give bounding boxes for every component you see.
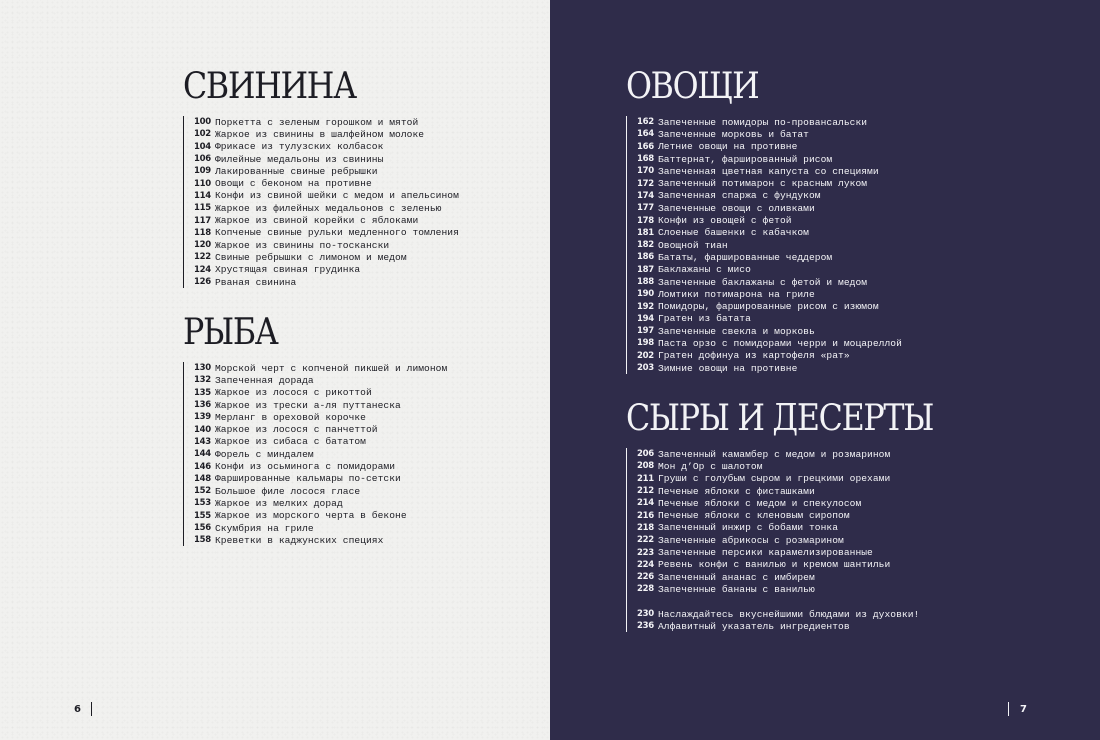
toc-entry	[637, 583, 975, 595]
toc-entry	[194, 485, 447, 497]
toc-list-cheese-desserts	[626, 448, 975, 632]
toc-entry-label: Запеченная дорада	[215, 374, 314, 386]
toc-entry	[637, 534, 975, 546]
toc-entry-page: 218	[637, 522, 654, 533]
toc-entry	[194, 460, 447, 472]
toc-entry-page: 168	[637, 154, 654, 165]
toc-entry	[194, 239, 459, 251]
toc-entry-label: Конфи из овощей с фетой	[658, 215, 792, 227]
toc-entry-page: 228	[637, 584, 654, 595]
toc-entry	[637, 485, 975, 497]
page-number-right: 7	[1020, 704, 1027, 715]
toc-entry-label: Лакированные свиные ребрышки	[215, 165, 378, 177]
toc-entry	[194, 510, 447, 522]
toc-entry	[194, 251, 459, 263]
toc-entry	[637, 362, 902, 374]
toc-entry-label: Печеные яблоки с фисташками	[658, 485, 815, 497]
toc-entry-label: Печеные яблоки с медом и спекулосом	[658, 497, 862, 509]
toc-entry	[194, 264, 459, 276]
toc-entry-page: 118	[194, 227, 211, 238]
toc-entry-label: Рваная свинина	[215, 276, 297, 288]
toc-entry-page: 132	[194, 375, 211, 386]
section-cheese-desserts	[626, 399, 975, 632]
toc-entry-page: 139	[194, 412, 211, 423]
toc-entry-page: 203	[637, 363, 654, 374]
toc-entry-label: Запеченная цветная капуста со специями	[658, 165, 879, 177]
toc-entry-page: 224	[637, 559, 654, 570]
toc-entry	[637, 460, 975, 472]
toc-entry-label: Запеченные овощи с оливками	[658, 202, 815, 214]
toc-entry	[637, 288, 902, 300]
toc-entry	[194, 534, 447, 546]
toc-entry-label: Запеченные бананы с ванилью	[658, 583, 815, 595]
toc-entry-label: Свиные ребрышки с лимоном и медом	[215, 251, 407, 263]
toc-entry-label: Жаркое из свиной корейки с яблоками	[215, 215, 419, 227]
toc-entry	[194, 522, 447, 534]
toc-entry	[194, 141, 459, 153]
toc-entry	[194, 423, 447, 435]
section-title-pork: СВИНИНА	[183, 66, 356, 107]
toc-entry-page: 172	[637, 178, 654, 189]
toc-entry-page: 174	[637, 190, 654, 201]
toc-entry-page: 104	[194, 141, 211, 152]
toc-entry-label: Зимние овощи на противне	[658, 362, 798, 374]
toc-entry-label: Хрустящая свиная грудинка	[215, 264, 361, 276]
toc-entry-label: Конфи из осьминога с помидорами	[215, 461, 396, 473]
toc-entry-page: 198	[637, 338, 654, 349]
toc-entry	[637, 214, 902, 226]
toc-entry	[637, 497, 975, 509]
toc-entry-label: Печеные яблоки с кленовым сиропом	[658, 510, 850, 522]
toc-entry-label: Запеченные морковь и батат	[658, 128, 809, 140]
toc-entry	[194, 214, 459, 226]
toc-entry-label: Помидоры, фаршированные рисом с изюмом	[658, 301, 879, 313]
toc-entry	[194, 473, 447, 485]
toc-entry-label: Гратен дофинуа из картофеля «рат»	[658, 350, 850, 362]
page-number-rule-right	[1008, 702, 1009, 716]
toc-entry-page: 194	[637, 313, 654, 324]
toc-entry-label: Поркетта с зеленым горошком и мятой	[215, 116, 419, 128]
toc-entry-page: 177	[637, 203, 654, 214]
toc-entry	[637, 509, 975, 521]
toc-entry-page: 136	[194, 400, 211, 411]
toc-entry	[637, 608, 975, 620]
toc-entry-page: 211	[637, 473, 654, 484]
toc-entry-page: 162	[637, 117, 654, 128]
toc-entry-label: Овощи с беконом на противне	[215, 178, 372, 190]
toc-entry	[637, 141, 902, 153]
toc-entry-label: Жаркое из лосося с рикоттой	[215, 387, 372, 399]
toc-entry-page: 214	[637, 498, 654, 509]
toc-entry-page: 188	[637, 277, 654, 287]
toc-entry-page: 100	[194, 117, 211, 128]
toc-entry-label: Бататы, фаршированные чеддером	[658, 251, 833, 263]
toc-entry-label: Копченые свиные рульки медленного томления	[215, 227, 459, 239]
toc-entry	[637, 571, 975, 583]
toc-entry	[637, 522, 975, 534]
toc-entry-label: Жаркое из лосося с панчеттой	[215, 424, 378, 436]
toc-entry-page: 230	[637, 609, 654, 619]
section-vegetables	[626, 67, 902, 374]
toc-entry-page: 130	[194, 363, 211, 374]
toc-entry	[637, 325, 902, 337]
toc-entry-label: Ревень конфи с ванилью и кремом шантильи	[658, 559, 891, 571]
section-title-cheese-desserts: СЫРЫ И ДЕСЕРТЫ	[626, 398, 934, 439]
toc-entry-label: Жаркое из свинины в шалфейном молоке	[215, 128, 425, 140]
toc-entry-page: 190	[637, 289, 654, 300]
toc-entry-label: Жаркое из мелких дорад	[215, 497, 343, 509]
toc-entry-page: 115	[194, 203, 211, 214]
toc-entry-page: 178	[637, 215, 654, 226]
toc-entry-page: 144	[194, 449, 211, 460]
toc-list-vegetables	[626, 116, 902, 374]
toc-entry-label: Запеченные баклажаны с фетой и медом	[658, 276, 868, 288]
toc-entry-page: 202	[637, 350, 654, 361]
toc-entry-page: 146	[194, 461, 211, 472]
toc-entry	[194, 374, 447, 386]
toc-entry-label: Слоеные башенки с кабачком	[658, 227, 809, 239]
toc-list-fish	[183, 362, 447, 546]
toc-entry-label: Жаркое из филейных медальонов с зеленью	[215, 202, 442, 214]
toc-entry-label: Фаршированные кальмары по-сетски	[215, 473, 401, 485]
toc-entry-label: Гратен из батата	[658, 313, 751, 325]
toc-entry-page: 124	[194, 264, 211, 275]
toc-entry	[637, 546, 975, 558]
toc-entry	[637, 264, 902, 276]
toc-entry-page: 126	[194, 277, 211, 287]
section-pork	[183, 67, 459, 288]
toc-entry	[637, 300, 902, 312]
toc-entry-page: 170	[637, 166, 654, 177]
toc-entry-label: Алфавитный указатель ингредиентов	[658, 620, 850, 632]
toc-entry-label: Овощной тиан	[658, 239, 728, 251]
toc-entry-page: 226	[637, 572, 654, 583]
toc-entry-page: 143	[194, 436, 211, 447]
toc-entry	[637, 251, 902, 263]
toc-entry	[194, 165, 459, 177]
toc-entry	[637, 559, 975, 571]
toc-entry-page: 206	[637, 449, 654, 460]
toc-entry	[194, 190, 459, 202]
toc-entry-page: 164	[637, 129, 654, 140]
toc-entry	[194, 116, 459, 128]
toc-entry-page: 222	[637, 535, 654, 546]
toc-entry-page: 192	[637, 301, 654, 312]
toc-entry	[637, 202, 902, 214]
toc-entry	[194, 411, 447, 423]
toc-entry-page: 156	[194, 523, 211, 533]
toc-entry-label: Большое филе лосося гласе	[215, 485, 361, 497]
toc-entry-label: Филейные медальоны из свинины	[215, 153, 384, 165]
toc-entry	[637, 128, 902, 140]
toc-list-pork	[183, 116, 459, 288]
toc-entry-page: 106	[194, 154, 211, 165]
toc-entry	[637, 448, 975, 460]
toc-entry-label: Запеченный инжир с бобами тонка	[658, 522, 839, 534]
toc-entry-label: Жаркое из сибаса с бататом	[215, 436, 366, 448]
toc-entry	[194, 387, 447, 399]
toc-entry-label: Форель с миндалем	[215, 448, 314, 460]
toc-entry-label: Конфи из свиной шейки с медом и апельсином	[215, 190, 459, 202]
toc-entry	[637, 190, 902, 202]
toc-entry-label: Жаркое из свинины по-тоскански	[215, 239, 390, 251]
toc-entry-page: 135	[194, 387, 211, 398]
toc-entry	[637, 116, 902, 128]
toc-entry-label: Скумбрия на гриле	[215, 522, 314, 534]
toc-entry	[194, 436, 447, 448]
toc-entry-label: Мон д’Ор с шалотом	[658, 460, 763, 472]
toc-entry-page: 236	[637, 621, 654, 632]
toc-spacer	[637, 596, 975, 608]
section-fish	[183, 313, 447, 546]
toc-entry	[194, 276, 459, 288]
toc-entry-label: Мерланг в ореховой корочке	[215, 411, 366, 423]
toc-entry-page: 122	[194, 252, 211, 263]
toc-entry	[194, 399, 447, 411]
toc-entry	[194, 497, 447, 509]
toc-entry-page: 166	[637, 141, 654, 152]
toc-entry-label: Запеченный ананас с имбирем	[658, 571, 815, 583]
toc-entry	[194, 128, 459, 140]
toc-entry	[194, 448, 447, 460]
toc-entry-page: 152	[194, 486, 211, 497]
toc-entry-page: 155	[194, 510, 211, 521]
toc-entry-page: 197	[637, 326, 654, 337]
toc-entry-label: Наслаждайтесь вкуснейшими блюдами из духовки!	[658, 608, 920, 620]
toc-entry-page: 120	[194, 240, 211, 251]
toc-entry	[194, 177, 459, 189]
page-number-rule-left	[91, 702, 92, 716]
toc-entry-page: 186	[637, 252, 654, 263]
toc-entry-label: Груши с голубым сыром и грецкими орехами	[658, 473, 891, 485]
toc-entry-label: Запеченный потимарон с красным луком	[658, 178, 868, 190]
toc-entry-page: 158	[194, 535, 211, 546]
toc-entry	[637, 153, 902, 165]
page-number-left: 6	[74, 704, 81, 715]
toc-entry-label: Запеченные помидоры по-провансальски	[658, 116, 868, 128]
toc-entry-label: Жаркое из трески а-ля путтанеска	[215, 399, 401, 411]
toc-entry-label: Морской черт с копченой пикшей и лимоном	[215, 362, 448, 374]
toc-entry	[194, 227, 459, 239]
toc-entry-label: Запеченная спаржа с фундуком	[658, 190, 821, 202]
toc-entry-label: Баттернат, фаршированный рисом	[658, 153, 833, 165]
section-title-vegetables: ОВОЩИ	[626, 66, 759, 107]
toc-entry-label: Летние овощи на противне	[658, 141, 798, 153]
toc-entry	[637, 227, 902, 239]
toc-entry-page: 181	[637, 227, 654, 238]
toc-entry	[637, 473, 975, 485]
section-title-fish: РЫБА	[183, 312, 278, 353]
toc-entry-page: 102	[194, 129, 211, 140]
toc-entry-page: 153	[194, 498, 211, 509]
toc-entry	[637, 350, 902, 362]
toc-entry	[637, 313, 902, 325]
toc-entry	[194, 153, 459, 165]
toc-entry	[637, 239, 902, 251]
toc-entry-page: 187	[637, 264, 654, 275]
toc-entry-label: Запеченные абрикосы с розмарином	[658, 534, 844, 546]
toc-entry-label: Запеченный камамбер с медом и розмарином	[658, 448, 891, 460]
toc-entry-label: Фрикасе из тулузских колбасок	[215, 141, 384, 153]
toc-entry-label: Жаркое из морского черта в беконе	[215, 510, 407, 522]
toc-entry-page: 216	[637, 510, 654, 521]
toc-entry-label: Креветки в каджунских специях	[215, 534, 384, 546]
toc-entry-label: Паста орзо с помидорами черри и моцареллой	[658, 337, 902, 349]
toc-entry-page: 148	[194, 473, 211, 484]
toc-entry-page: 182	[637, 240, 654, 251]
toc-entry	[194, 202, 459, 214]
toc-entry	[637, 276, 902, 288]
toc-entry-page: 117	[194, 215, 211, 226]
toc-entry-page: 110	[194, 178, 211, 189]
toc-entry	[637, 337, 902, 349]
toc-entry-page: 223	[637, 547, 654, 558]
toc-entry-page: 212	[637, 486, 654, 497]
toc-entry-page: 114	[194, 190, 211, 201]
toc-entry-label: Запеченные свекла и морковь	[658, 325, 815, 337]
toc-entry	[194, 362, 447, 374]
toc-entry	[637, 177, 902, 189]
toc-entry-label: Баклажаны с мисо	[658, 264, 751, 276]
toc-entry	[637, 165, 902, 177]
toc-entry-page: 140	[194, 424, 211, 435]
toc-entry	[637, 620, 975, 632]
toc-entry-label: Ломтики потимарона на гриле	[658, 288, 815, 300]
toc-entry-page: 208	[637, 461, 654, 472]
toc-entry-label: Запеченные персики карамелизированные	[658, 547, 873, 559]
toc-entry-page: 109	[194, 166, 211, 177]
